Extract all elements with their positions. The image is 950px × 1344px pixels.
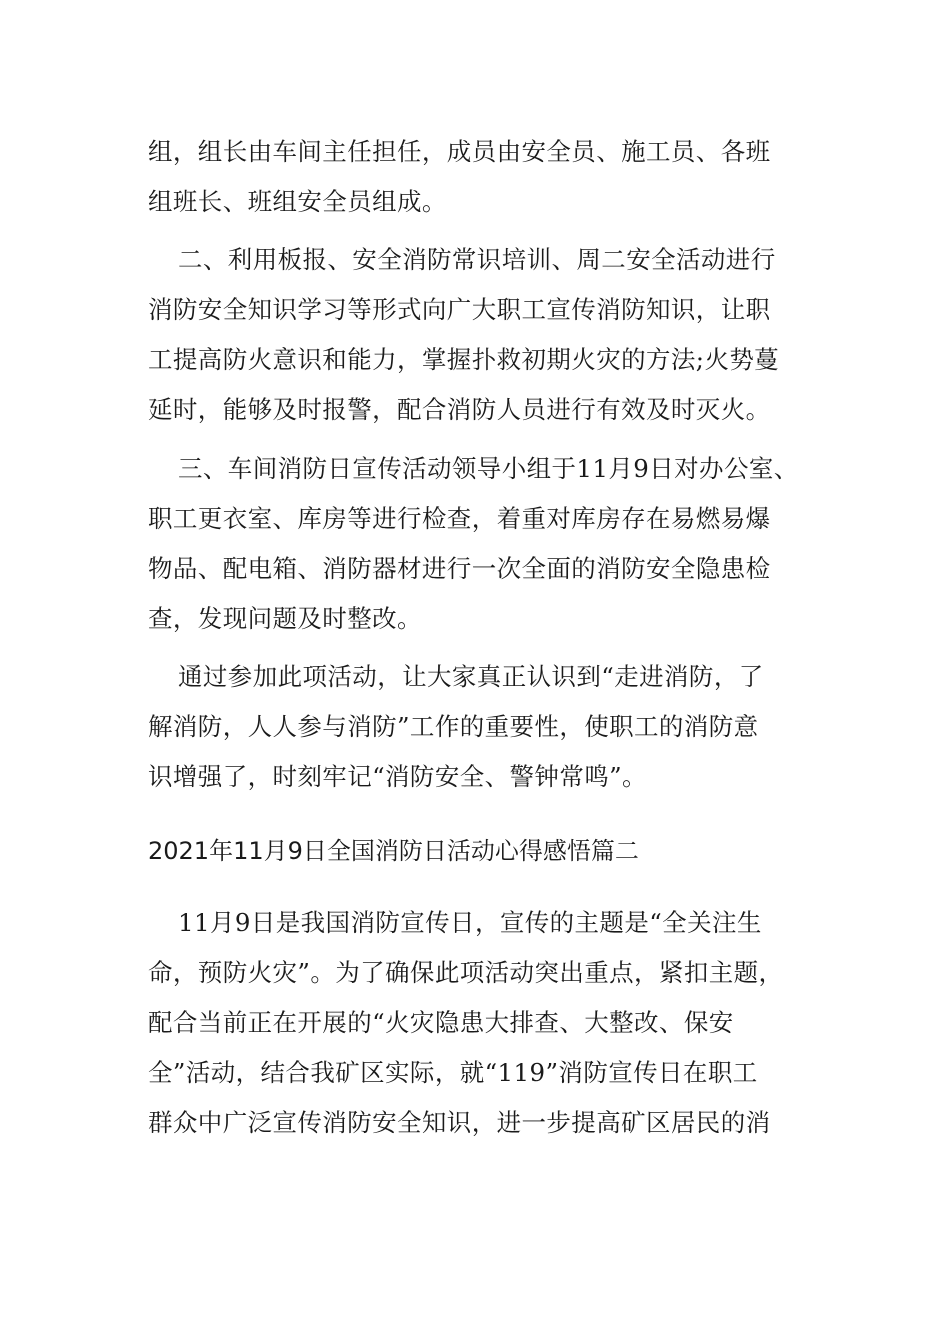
paragraph-line: 三、车间消防日宣传活动领导小组于11月9日对办公室、 — [178, 454, 799, 483]
paragraph-line: 识增强了，时刻牢记“消防安全、警钟常鸣”。 — [148, 762, 647, 791]
paragraph-line: 组班长、班组安全员组成。 — [148, 187, 447, 216]
paragraph-line: 解消防，人人参与消防”工作的重要性，使职工的消防意 — [148, 712, 759, 741]
paragraph-line: 11月9日是我国消防宣传日，宣传的主题是“全关注生 — [178, 908, 762, 937]
paragraph-line: 查，发现问题及时整改。 — [148, 604, 422, 633]
paragraph-line: 职工更衣室、库房等进行检查，着重对库房存在易燃易爆 — [148, 504, 771, 533]
paragraph-line: 物品、配电箱、消防器材进行一次全面的消防安全隐患检 — [148, 554, 771, 583]
paragraph-line: 群众中广泛宣传消防安全知识，进一步提高矿区居民的消 — [148, 1108, 771, 1137]
paragraph-line: 二、利用板报、安全消防常识培训、周二安全活动进行 — [178, 245, 776, 274]
paragraph-line: 通过参加此项活动，让大家真正认识到“走进消防，了 — [178, 662, 764, 691]
paragraph-line: 消防安全知识学习等形式向广大职工宣传消防知识，让职 — [148, 295, 771, 324]
section-heading: 2021年11月9日全国消防日活动心得感悟篇二 — [148, 837, 639, 865]
paragraph-line: 延时，能够及时报警，配合消防人员进行有效及时灭火。 — [148, 395, 771, 424]
paragraph-line: 命，预防火灾”。为了确保此项活动突出重点，紧扣主题， — [148, 958, 784, 987]
paragraph-line: 工提高防火意识和能力，掌握扑救初期火灾的方法;火势蔓 — [148, 345, 780, 374]
paragraph-line: 配合当前正在开展的“火灾隐患大排查、大整改、保安 — [148, 1008, 734, 1037]
paragraph-line: 全”活动，结合我矿区实际，就“119”消防宣传日在职工 — [148, 1058, 758, 1087]
paragraph-line: 组，组长由车间主任担任，成员由安全员、施工员、各班 — [148, 137, 771, 166]
